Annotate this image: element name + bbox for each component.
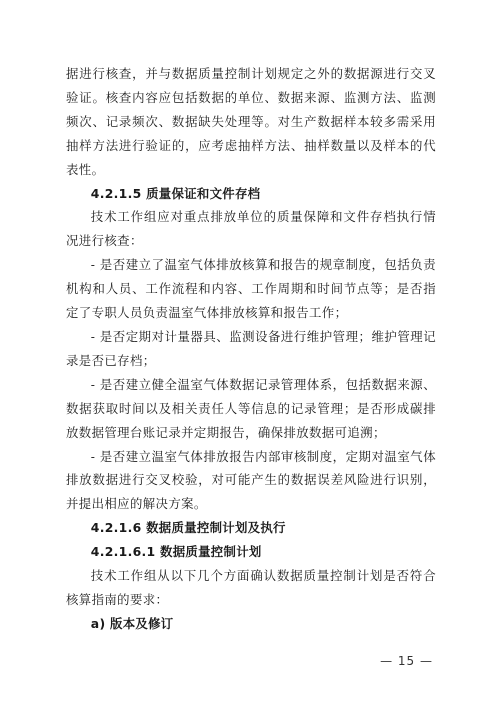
list-item-internal-audit: - 是否建立温室气体排放报告内部审核制度，定期对温室气体排放数据进行交叉校验，对可能产生的数据误差风险进行识别，并提出相应的解决方案。: [66, 448, 436, 512]
section-heading-4-2-1-6-1: 4.2.1.6.1 数据质量控制计划: [90, 544, 262, 560]
paragraph-plan-requirements: 技术工作组从以下几个方面确认数据质量控制计划是否符合核算指南的要求：: [66, 568, 436, 607]
section-heading-4-2-1-6: 4.2.1.6 数据质量控制计划及执行: [90, 520, 286, 536]
paragraph-qa-intro: 技术工作组应对重点排放单位的质量保障和文件存档执行情况进行核查：: [66, 209, 436, 249]
list-item-data-records: - 是否建立健全温室气体数据记录管理体系，包括数据来源、数据获取时间以及相关责任人等信息的记录管理；是否形成碳排放数据管理台账记录并定期报告，确保排放数据可追溯；: [66, 376, 436, 440]
paragraph-data-verification: 据进行核查，并与数据质量控制计划规定之外的数据源进行交叉验证。核查内容应包括数据的单位、数据来源、监测方法、监测频次、记录频次、数据缺失处理等。对生产数据样本较多需采用抽样方法进行验证的，应考虑抽样方法、抽样数量以及样本的代表性。: [66, 66, 436, 177]
document-body: [66, 62, 436, 636]
page-number: — 15 —: [380, 654, 433, 668]
list-item-rules-system: - 是否建立了温室气体排放核算和报告的规章制度，包括负责机构和人员、工作流程和内容、工作周期和时间节点等；是否指定了专职人员负责温室气体排放核算和报告工作；: [66, 257, 436, 321]
list-item-equipment-maintenance: - 是否定期对计量器具、监测设备进行维护管理；维护管理记录是否已存档；: [66, 328, 436, 368]
subheading-version-revision: a) 版本及修订: [90, 615, 174, 631]
section-heading-4-2-1-5: 4.2.1.5 质量保证和文件存档: [90, 185, 261, 201]
